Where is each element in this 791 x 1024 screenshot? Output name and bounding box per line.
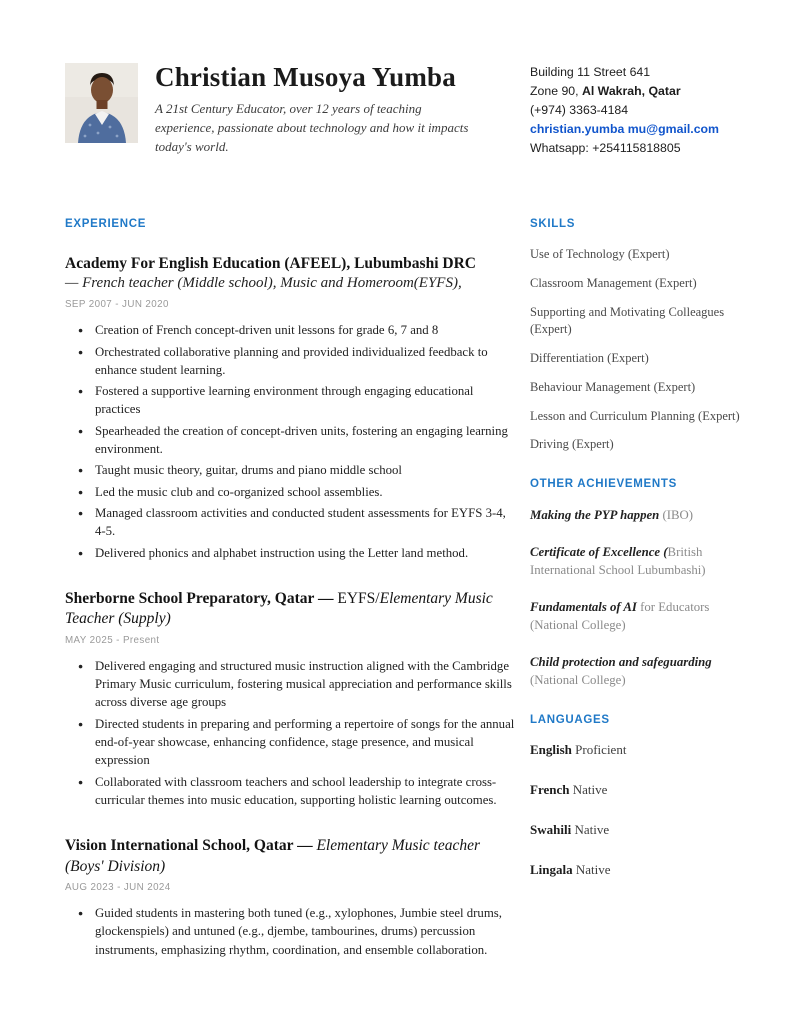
job-entry bbox=[65, 836, 515, 959]
job-dates: SEP 2007 - JUN 2020 bbox=[65, 299, 169, 311]
job-bullets bbox=[65, 904, 515, 959]
job-title: Vision International School, Qatar — Elementary Music teacher (Boys' Division) bbox=[65, 837, 481, 875]
achievement-item: Child protection and safeguarding (National College) bbox=[530, 654, 712, 688]
list-item: ● Spearheaded the creation of concept-driven units, fostering an engaging learning environment. bbox=[78, 423, 508, 457]
job-entry bbox=[65, 254, 515, 562]
profile-photo bbox=[65, 63, 138, 143]
skill-item: Driving (Expert) bbox=[530, 437, 614, 452]
list-item: ● Orchestrated collaborative planning and provided individualized feedback to enhance student learning. bbox=[78, 344, 488, 377]
bullet-icon: ● bbox=[78, 660, 84, 671]
contact-block bbox=[530, 63, 748, 158]
list-item: ● Collaborated with classroom teachers and school leadership to integrate cross-curricular themes into music education, supporting holistic learning outcomes. bbox=[78, 774, 497, 807]
bullet-icon: ● bbox=[78, 425, 84, 436]
main-columns bbox=[65, 218, 748, 986]
list-item: ● Directed students in preparing and performing a repertoire of songs for the annual end-of-year showcase, enhancing confidence, stage presence, and musical expression bbox=[78, 716, 515, 768]
bullet-icon: ● bbox=[78, 776, 84, 787]
job-subtitle: — French teacher (Middle school), Music and Homeroom(EYFS), bbox=[65, 275, 462, 292]
contact-address-line2: Zone 90, Al Wakrah, Qatar bbox=[530, 84, 681, 99]
experience-section bbox=[65, 218, 515, 986]
bullet-icon: ● bbox=[78, 507, 84, 518]
language-item: English Proficient bbox=[530, 741, 627, 757]
bullet-icon: ● bbox=[78, 325, 84, 336]
bullet-icon: ● bbox=[78, 718, 84, 729]
skill-item: Lesson and Curriculum Planning (Expert) bbox=[530, 408, 740, 423]
achievements-section bbox=[530, 478, 748, 690]
bullet-icon: ● bbox=[78, 465, 84, 476]
achievement-item: Making the PYP happen (IBO) bbox=[530, 508, 694, 522]
list-item: ● Delivered phonics and alphabet instruction using the Letter land method. bbox=[78, 545, 469, 560]
languages-heading: LANGUAGES bbox=[530, 713, 610, 726]
skill-item: Use of Technology (Expert) bbox=[530, 247, 670, 261]
person-avatar-icon bbox=[65, 63, 138, 143]
bullet-icon: ● bbox=[78, 346, 84, 357]
job-bullets bbox=[65, 657, 515, 809]
list-item: ● Delivered engaging and structured music instruction aligned with the Cambridge Primary Music curriculum, fostering musical appreciation and performance skills across diverse age groups bbox=[78, 658, 512, 710]
achievements-heading: OTHER ACHIEVEMENTS bbox=[530, 478, 677, 490]
language-item: Lingala Native bbox=[530, 861, 611, 877]
sidebar bbox=[530, 218, 748, 902]
language-item: Swahili Native bbox=[530, 821, 610, 837]
job-title: Sherborne School Preparatory, Qatar — EYFS/Elementary Music Teacher (Supply) bbox=[65, 589, 493, 628]
language-item: French Native bbox=[530, 781, 608, 797]
bullet-icon: ● bbox=[78, 908, 84, 918]
contact-whatsapp: Whatsapp: +254115818805 bbox=[530, 141, 681, 156]
skill-item: Differentiation (Expert) bbox=[530, 351, 649, 365]
candidate-name: Christian Musoya Yumba bbox=[155, 62, 456, 92]
job-entry bbox=[65, 589, 515, 809]
header bbox=[65, 60, 477, 170]
achievement-item: Fundamentals of AI for Educators (National College) bbox=[530, 599, 710, 633]
experience-heading: EXPERIENCE bbox=[65, 218, 147, 230]
email-link[interactable]: christian.yumba mu@gmail.com bbox=[530, 122, 719, 137]
contact-address-line1: Building 11 Street 641 bbox=[530, 65, 651, 79]
skills-heading: SKILLS bbox=[530, 218, 576, 230]
skill-item: Behaviour Management (Expert) bbox=[530, 379, 696, 394]
list-item: ● Taught music theory, guitar, drums and piano middle school bbox=[78, 463, 402, 478]
languages-section bbox=[530, 714, 748, 878]
bullet-icon: ● bbox=[78, 386, 84, 397]
bullet-icon: ● bbox=[78, 547, 84, 558]
list-item: ● Guided students in mastering both tuned (e.g., xylophones, Jumbie steel drums, glockenspiels) and untuned (e.g., djembe, tambourines, drums) percussion instruments, emphasizing rhythm, coordination, and ensemble collaboration. bbox=[78, 906, 502, 957]
job-title: Academy For English Education (AFEEL), Lubumbashi DRC bbox=[65, 255, 476, 272]
list-item: ● Led the music club and co-organized school assemblies. bbox=[78, 484, 383, 499]
bullet-icon: ● bbox=[78, 486, 84, 497]
job-dates: MAY 2025 - Present bbox=[65, 634, 160, 646]
skill-item: Supporting and Motivating Colleagues (Expert) bbox=[530, 304, 725, 337]
tagline: A 21st Century Educator, over 12 years of teaching experience, passionate about technology and how it impacts today's world. bbox=[155, 101, 469, 154]
skills-section bbox=[530, 218, 748, 454]
job-bullets bbox=[65, 321, 515, 562]
list-item: ● Creation of French concept-driven unit lessons for grade 6, 7 and 8 bbox=[78, 323, 439, 338]
skill-item: Classroom Management (Expert) bbox=[530, 275, 697, 290]
achievement-item: Certificate of Excellence (British International School Lubumbashi) bbox=[530, 544, 706, 578]
list-item: ● Fostered a supportive learning environment through engaging educational practices bbox=[78, 384, 474, 417]
list-item: ● Managed classroom activities and conducted student assessments for EYFS 3-4, 4-5. bbox=[78, 505, 506, 539]
job-dates: AUG 2023 - JUN 2024 bbox=[65, 882, 171, 893]
contact-phone: (+974) 3363-4184 bbox=[530, 103, 629, 118]
